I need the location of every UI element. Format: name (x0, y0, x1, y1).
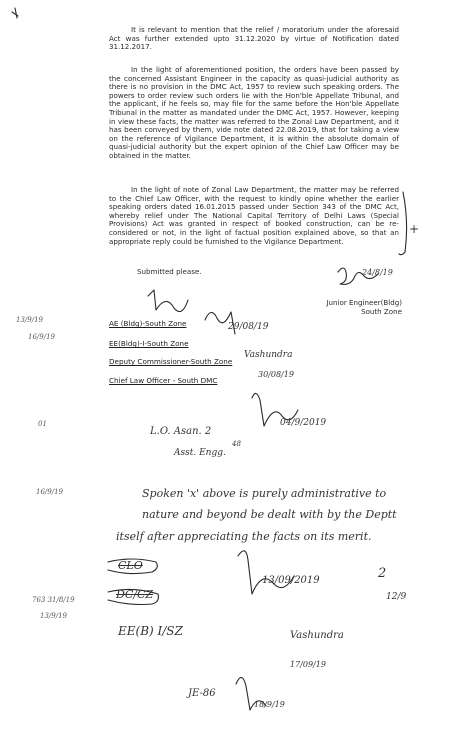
dc-date: 30/08/19 (258, 370, 294, 379)
margin-plus: + (409, 222, 420, 236)
margin-note-2: 16/9/19 (28, 333, 55, 341)
remark-signature (238, 551, 294, 594)
margin-bracket (399, 192, 407, 255)
routing-dc: Deputy Commissioner-South Zone (109, 357, 233, 366)
dc-mark: DC/CZ (116, 588, 154, 601)
signatory-zone: South Zone (361, 307, 402, 316)
paragraph-relief-extension: It is relevant to mention that the relief / moratorium under the aforesaid Act was further extended upto 31.12.2020 by virtue of Notification dated 31.12.2017. (109, 25, 399, 52)
ae-signature (148, 290, 188, 312)
clo-date: 04/9/2019 (280, 418, 327, 428)
routing-ee: EE(Bldg)-I-South Zone (109, 339, 189, 348)
je-mark: JE-86 (188, 688, 216, 699)
margin-note-1: 13/9/19 (16, 316, 43, 324)
ee-mark: EE(B) I/SZ (118, 624, 183, 638)
remark-date: 13/09/2019 (262, 575, 320, 586)
lo-note-1: L.O. Asan. 2 (150, 426, 212, 437)
remark-line-1: Spoken 'x' above is purely administrative to (142, 487, 387, 500)
dc-name: Vashundra (244, 350, 293, 360)
clo-mark: CLO (118, 559, 143, 572)
ae-date: 29/08/19 (228, 322, 269, 332)
paragraph-review-position: In the light of aforementioned position, the orders have been passed by the concerned Assistant Engineer in the capacity as quasi-judicial authority as there is no provision in the DMC Act, 1957 to review such speaking orders. The powers to order review such orders lie with the Hon'ble Appellate Tribunal, and the applicant, if he feels so, may file for the same before the Hon'ble Appellate Tribunal in the matter as mandated under the DMC Act, 1957. However, keeping in view these facts, the matter was referred to the Zonal Law Department, and it has been conveyed by them, vide note dated 22.08.2019, that for taking a view on the reference of Vigilance Department, it is within the absolute domain of quasi-judicial authority but the expert opinion of the Chief Law Officer may be obtained in the matter. (109, 65, 399, 160)
lo-note-3: Asst. Engg. (174, 448, 226, 458)
remark-line-3: itself after appreciating the facts on its merit. (116, 530, 372, 543)
margin-note-6: 13/9/19 (40, 612, 67, 620)
remark-num: 12/9 (386, 592, 407, 602)
margin-note-5: 763 31/8/19 (32, 596, 75, 604)
submitted-line: Submitted please. (137, 267, 202, 276)
margin-note-3: 01 (38, 420, 47, 428)
je-date: 24/8/19 (362, 268, 393, 277)
paragraph-referral-request: In the light of note of Zonal Law Department, the matter may be referred to the Chief Law Officer, with the request to kindly opine whether the earlier speaking orders dated 16.01.2015 passed under Section 343 of the DMC Act, whereby relief under The National Capital Territory of Delhi Laws (Special Provisions) Act was granted in respect of booked construction, can be re-considered or not, in the light of factual position explained above, so that an appropriate reply could be furnished to the Vigilance Department. (109, 185, 399, 246)
routing-ae: AE (Bldg)-South Zone (109, 319, 187, 328)
signatory-block (312, 298, 402, 316)
remark-initial: 2 (378, 566, 387, 581)
dc2-date: 17/09/19 (290, 660, 326, 669)
margin-note-4: 16/9/19 (36, 488, 63, 496)
remark-line-2: nature and beyond be dealt with by the Deptt (142, 508, 397, 521)
lo-note-2: 48 (232, 440, 241, 448)
corner-mark (12, 8, 18, 18)
je2-date: 18/9/19 (254, 700, 285, 709)
signatory-title: Junior Engineer(Bldg) (326, 298, 402, 307)
routing-clo: Chief Law Officer - South DMC (109, 376, 218, 385)
dc2-name: Vashundra (290, 630, 344, 641)
